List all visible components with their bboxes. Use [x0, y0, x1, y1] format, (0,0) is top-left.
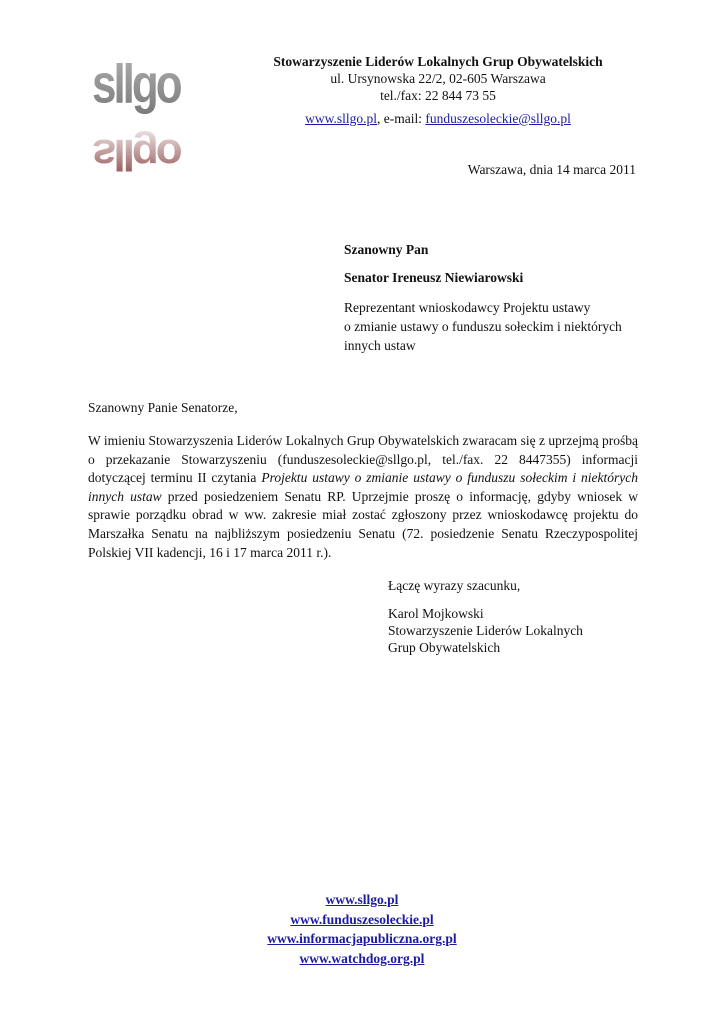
footer-link-1-row: [0, 890, 724, 910]
logo-text: sllgo: [92, 52, 180, 115]
salutation: Szanowny Panie Senatorze,: [88, 400, 238, 415]
body-part-1: W imieniu Stowarzyszenia Liderów Lokalnych Grup Obywatelskich zwaracam się z uprzejmą prośbą o przekazanie Stowarzyszeniu (funduszesoleckie@sllgo.pl, tel./fax. 22 8447355) informacji dotyczącej terminu II czytania: [88, 433, 638, 486]
recipient-role: Reprezentant wnioskodawcy Projektu ustawy o zmianie ustawy o funduszu sołeckim i niektórych innych ustaw: [344, 300, 622, 353]
footer-link-3-row: [0, 929, 724, 949]
letter-date: Warszawa, dnia 14 marca 2011: [467, 162, 636, 177]
website-link[interactable]: www.sllgo.pl: [305, 111, 377, 126]
logo-reflection: sllgo: [92, 130, 180, 179]
closing-phrase: Łączę wyrazy szacunku,: [388, 578, 521, 593]
sllgo-logo-graphic: [88, 40, 188, 180]
email-link[interactable]: funduszesoleckie@sllgo.pl: [425, 111, 571, 126]
footer-link-2-row: [0, 910, 724, 930]
org-contact-links: [240, 110, 636, 127]
recipient-greeting: Szanowny Pan: [344, 242, 429, 257]
org-address: ul. Ursynowska 22/2, 02-605 Warszawa: [330, 71, 546, 86]
sllgo-logo: [88, 40, 188, 180]
footer-link-funduszesoleckie[interactable]: www.funduszesoleckie.pl: [290, 911, 434, 927]
recipient-name: Senator Ireneusz Niewiarowski: [344, 270, 524, 285]
footer-link-4-row: [0, 949, 724, 969]
signature-block: Karol Mojkowski Stowarzyszenie Liderów Lokalnych Grup Obywatelskich: [388, 606, 583, 655]
body-part-2: przed posiedzeniem Senatu RP. Uprzejmie proszę o informację, gdyby wniosek w sprawie porządku obrad w ww. zakresie miał zostać zgłoszony przez wnioskodawcę projektu do Marszałka Senatu na najbliższym posiedzeniu Senatu (72. posiedzenie Senatu Rzeczypospolitej Polskiej VII kadencji, 16 i 17 marca 2011 r.).: [88, 488, 638, 560]
letter-body: [88, 432, 638, 562]
org-phone: tel./fax: 22 844 73 55: [380, 88, 496, 103]
org-name: Stowarzyszenie Liderów Lokalnych Grup Obywatelskich: [273, 54, 603, 69]
footer-link-watchdog[interactable]: www.watchdog.org.pl: [299, 950, 425, 966]
footer-link-sllgo[interactable]: www.sllgo.pl: [325, 892, 399, 907]
body-italic-title: Projektu ustawy o zmianie ustawy o funduszu sołeckim i niektórych innych ustaw: [88, 470, 638, 504]
footer-link-informacjapubliczna[interactable]: www.informacjapubliczna.org.pl: [267, 931, 457, 946]
email-label: , e-mail:: [377, 111, 426, 126]
